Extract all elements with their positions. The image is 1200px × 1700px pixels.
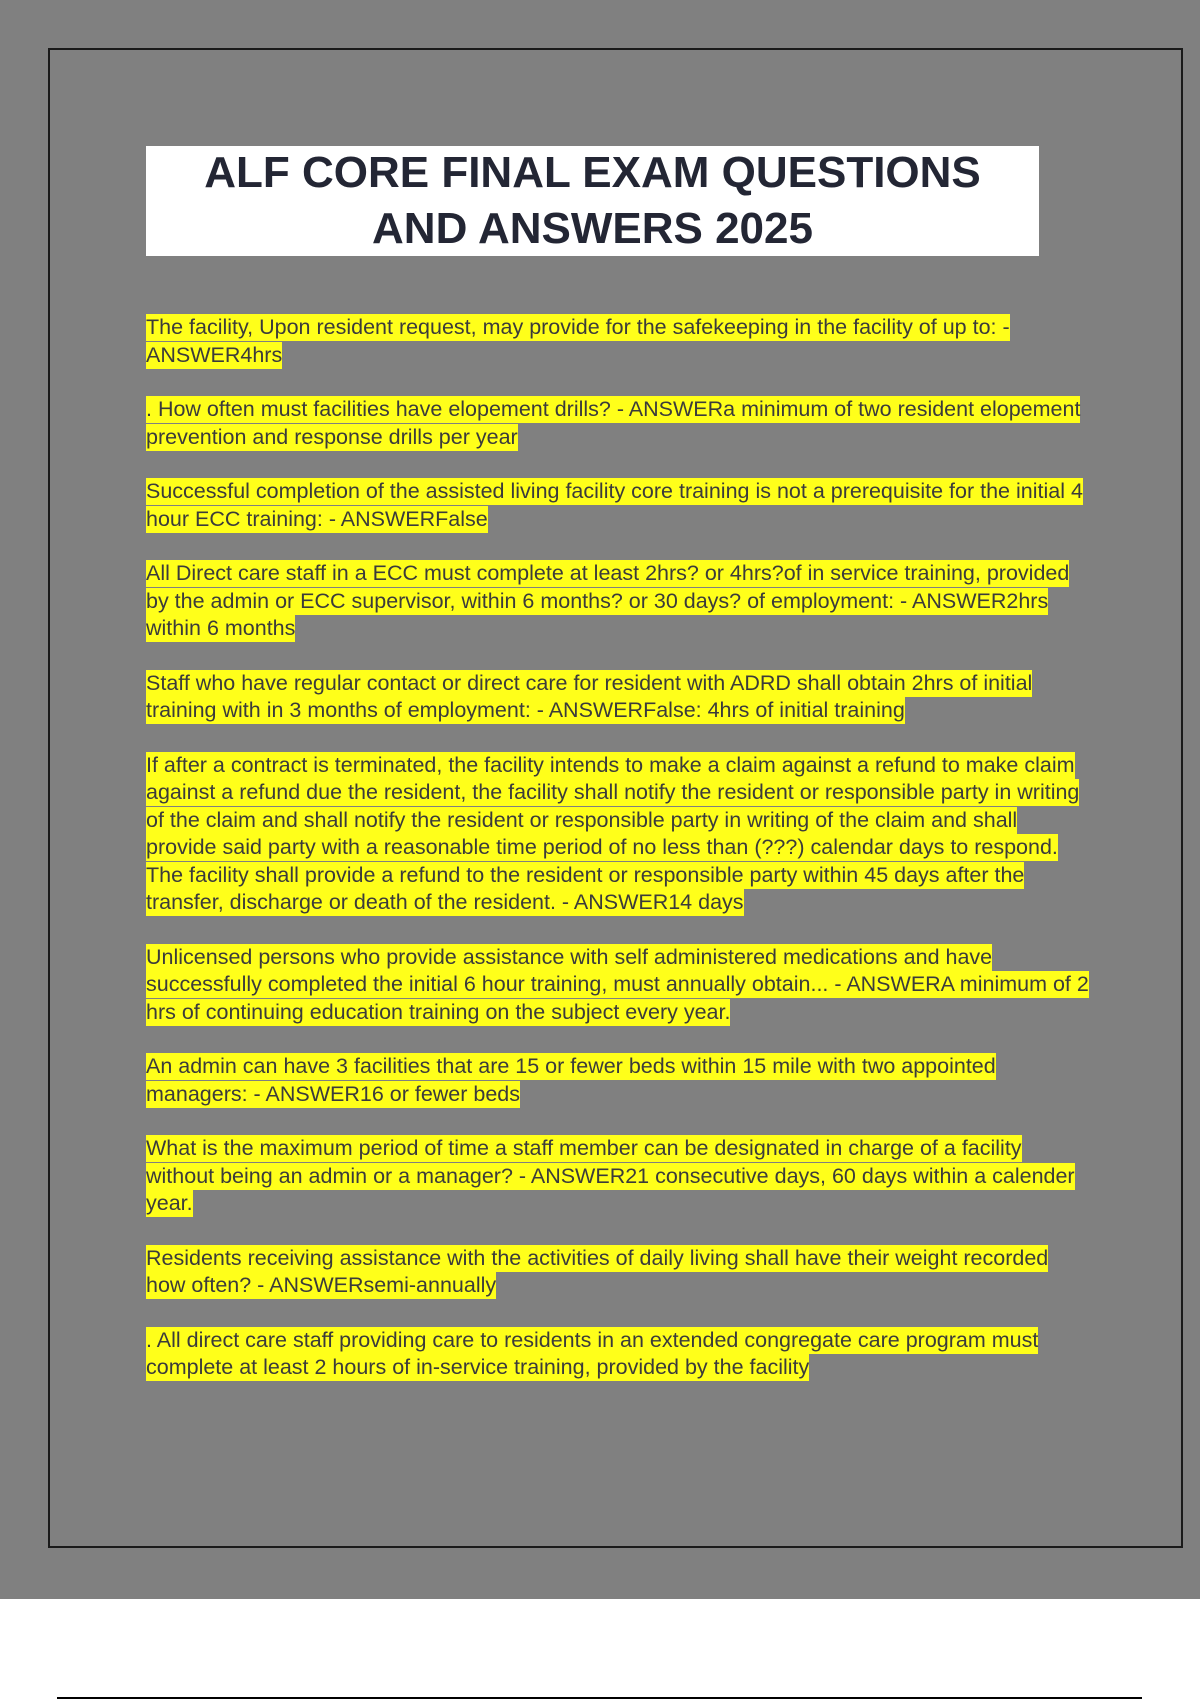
title-line-1: ALF CORE FINAL EXAM QUESTIONS bbox=[204, 148, 981, 197]
title-line-2: AND ANSWERS 2025 bbox=[372, 204, 813, 253]
qa-item-11 bbox=[146, 1327, 1091, 1382]
qa-item-7 bbox=[146, 944, 1091, 1027]
qa-item-1 bbox=[146, 314, 1091, 369]
qa-item-2 bbox=[146, 396, 1091, 451]
qa-text: All Direct care staff in a ECC must complete at least 2hrs? or 4hrs?of in service training, provided by the admin or ECC supervisor, within 6 months? or 30 days? of employment: - ANSWER2hrs within 6 months bbox=[146, 561, 1070, 640]
page-title bbox=[204, 145, 981, 257]
qa-item-4 bbox=[146, 560, 1091, 643]
qa-text: Residents receiving assistance with the activities of daily living shall have their weight recorded how often? - ANSWERsemi-annually bbox=[146, 1245, 1049, 1297]
qa-item-9 bbox=[146, 1135, 1091, 1218]
qa-text: An admin can have 3 facilities that are 15 or fewer beds within 15 mile with two appointed managers: - ANSWER16 or fewer beds bbox=[146, 1054, 996, 1106]
qa-list bbox=[146, 314, 1091, 1382]
qa-item-8 bbox=[146, 1053, 1091, 1108]
qa-item-3 bbox=[146, 478, 1091, 533]
title-box bbox=[146, 146, 1039, 256]
qa-item-6 bbox=[146, 752, 1091, 917]
qa-item-10 bbox=[146, 1245, 1091, 1300]
qa-text: What is the maximum period of time a staff member can be designated in charge of a facility without being an admin or a manager? - ANSWER21 consecutive days, 60 days within a calender year. bbox=[146, 1136, 1075, 1215]
qa-text: Staff who have regular contact or direct care for resident with ADRD shall obtain 2hrs of initial training with in 3 months of employment: - ANSWERFalse: 4hrs of initial training bbox=[146, 670, 1033, 722]
qa-text: Successful completion of the assisted living facility core training is not a prerequisite for the initial 4 hour ECC training: - ANSWERFalse bbox=[146, 479, 1083, 531]
page-footer-rule bbox=[57, 1697, 1142, 1699]
qa-text: Unlicensed persons who provide assistance with self administered medications and have successfully completed the initial 6 hour training, must annually obtain... - ANSWERA minimum of 2 hrs of continuing education training on the subject every year. bbox=[146, 944, 1089, 1024]
qa-text: . How often must facilities have elopement drills? - ANSWERa minimum of two resident elopement prevention and response drills per year bbox=[146, 397, 1081, 449]
qa-text: . All direct care staff providing care to residents in an extended congregate care program must complete at least 2 hours of in-service training, provided by the facility bbox=[146, 1327, 1039, 1379]
qa-item-5 bbox=[146, 670, 1091, 725]
qa-text: The facility, Upon resident request, may provide for the safekeeping in the facility of up to: - ANSWER4hrs bbox=[146, 315, 1010, 367]
qa-text: If after a contract is terminated, the facility intends to make a claim against a refund to make claim against a refund due the resident, the facility shall notify the resident or responsible party in writing of the claim and shall notify the resident or responsible party in writing of the claim and shall provide said party with a reasonable time period of no less than (???) calendar days to respond. The facility shall provide a refund to the resident or responsible party within 45 days after the transfer, discharge or death of the resident. - ANSWER14 days bbox=[146, 752, 1080, 914]
